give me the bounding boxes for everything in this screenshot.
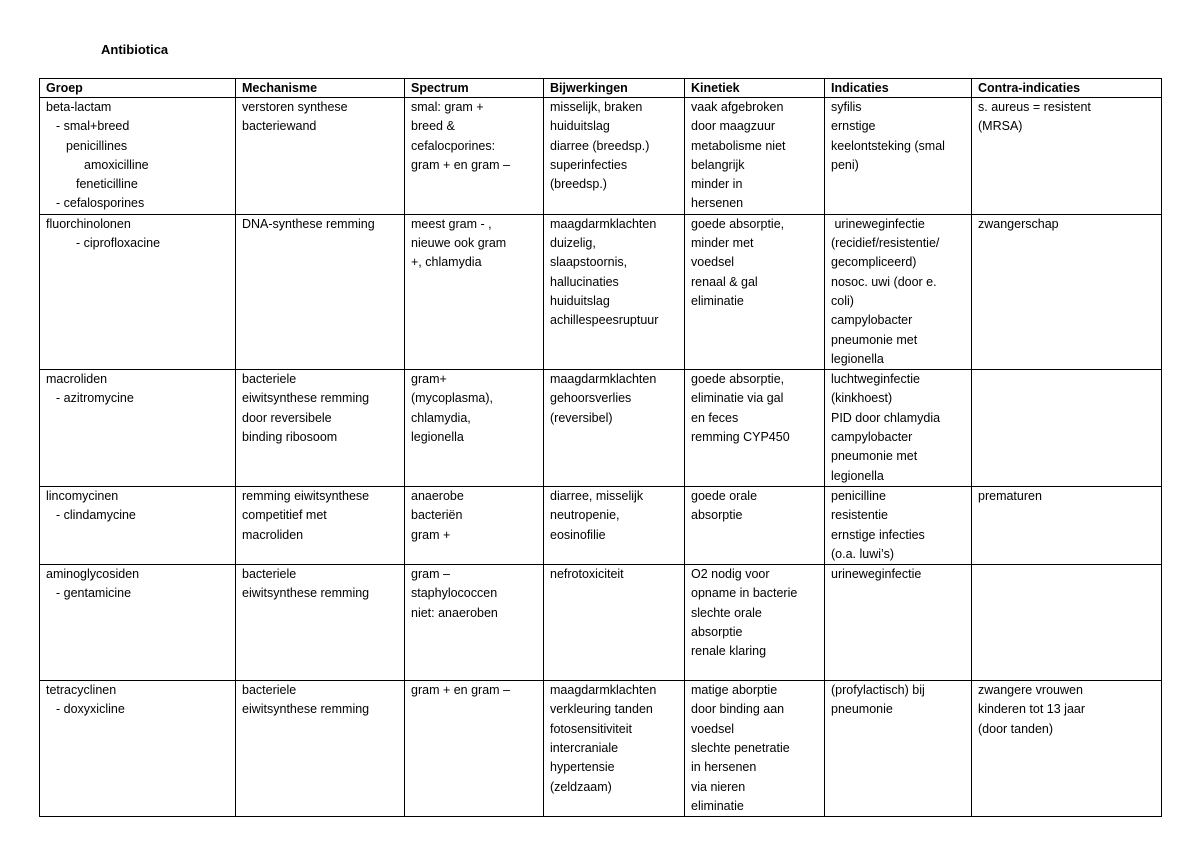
cell-line: door reversibele [242,410,332,425]
cell-bijwerkingen [544,681,685,817]
cell-line: tetracyclinen [46,683,117,698]
cell-line: (MRSA) [978,119,1023,134]
cell-line: door binding aan [691,702,785,717]
cell-line: (profylactisch) bij [831,683,925,698]
cell-contra-indicaties [972,214,1162,369]
cell-line: peni) [831,157,859,172]
cell-line: legionella [411,430,464,445]
page-title: Antibiotica [101,42,169,57]
cell-line: chlamydia, [411,410,471,425]
header-kinetiek: Kinetiek [685,79,825,98]
cell-mechanisme [236,98,405,215]
cell-line: pneumonie met [831,332,918,347]
cell-line: - doxyxicline [56,702,125,717]
cell-line: diarree, misselijk [550,488,644,503]
cell-line: gram + en gram – [411,683,511,698]
cell-line: penicilline [831,488,886,503]
cell-indicaties [825,214,972,369]
cell-line: renaal & gal [691,274,758,289]
cell-line: via nieren [691,779,746,794]
cell-line: belangrijk [691,157,745,172]
cell-line: gram+ [411,372,447,387]
cell-kinetiek [685,214,825,369]
cell-line: meest gram - , [411,216,492,231]
cell-line: intercraniale [550,741,619,756]
cell-line: eiwitsynthese remming [242,391,370,406]
cell-line: resistentie [831,508,888,523]
cell-line: s. aureus = resistent [978,100,1091,114]
cell-line: voedsel [691,721,735,736]
cell-line: feneticilline [76,177,138,192]
cell-line: eliminatie via gal [691,391,784,406]
cell-line: duizelig, [550,236,596,251]
cell-line: bacteriewand [242,119,317,134]
cell-indicaties [825,370,972,487]
cell-line: zwangerschap [978,216,1059,231]
cell-line: goede absorptie, [691,372,785,387]
cell-groep [40,98,236,215]
cell-line: neutropenie, [550,508,620,523]
cell-line: goede absorptie, [691,216,785,231]
cell-kinetiek [685,486,825,564]
cell-line: legionella [831,351,884,366]
cell-line: slechte penetratie [691,741,790,756]
cell-line: keelontsteking (smal [831,138,945,153]
cell-contra-indicaties [972,370,1162,487]
cell-line: hypertensie [550,760,615,775]
cell-kinetiek [685,98,825,215]
cell-bijwerkingen [544,214,685,369]
cell-line: pneumonie [831,702,893,717]
cell-line: kinderen tot 13 jaar [978,702,1086,717]
cell-line: voedsel [691,255,735,270]
cell-line: remming CYP450 [691,430,790,445]
cell-line: matige aborptie [691,683,778,698]
cell-line: pneumonie met [831,449,918,464]
cell-line: zwangere vrouwen [978,683,1083,698]
cell-line: ernstige [831,119,876,134]
antibiotics-table [39,78,1162,817]
cell-line: syfilis [831,100,862,114]
cell-line: amoxicilline [84,157,149,172]
cell-bijwerkingen [544,370,685,487]
cell-line: en feces [691,410,739,425]
cell-line: - clindamycine [56,508,136,523]
cell-kinetiek [685,370,825,487]
table-row [40,370,1162,487]
header-indicaties: Indicaties [825,79,972,98]
cell-indicaties [825,681,972,817]
cell-spectrum [405,486,544,564]
cell-line: - gentamicine [56,586,132,601]
cell-line: minder in [691,177,743,192]
cell-line: staphylococcen [411,586,498,601]
cell-line: in hersenen [691,760,757,775]
cell-contra-indicaties [972,681,1162,817]
cell-line: eliminatie [691,293,744,308]
cell-line: penicillines [66,138,128,153]
cell-bijwerkingen [544,486,685,564]
cell-contra-indicaties [972,565,1162,681]
table-row [40,681,1162,817]
cell-line: O2 nodig voor [691,567,770,582]
cell-line: legionella [831,468,884,483]
cell-line: misselijk, braken [550,100,643,114]
cell-line: verstoren synthese [242,100,348,114]
cell-line: luchtweginfectie [831,372,920,387]
cell-line: breed & [411,119,455,134]
cell-line: urineweginfectie [831,216,925,231]
cell-line: binding ribosoom [242,430,338,445]
cell-line: bacteriele [242,683,297,698]
cell-line: aminoglycosiden [46,567,140,582]
cell-line: - ciprofloxacine [76,236,161,251]
cell-line: eliminatie [691,798,744,813]
cell-kinetiek [685,681,825,817]
cell-line: eiwitsynthese remming [242,702,370,717]
cell-line: anaerobe [411,488,464,503]
cell-line: verkleuring tanden [550,702,653,717]
cell-line: niet: anaeroben [411,605,498,620]
cell-mechanisme [236,486,405,564]
header-mechanisme: Mechanisme [236,79,405,98]
cell-line: nefrotoxiciteit [550,567,624,582]
cell-line: vaak afgebroken [691,100,784,114]
cell-line: nosoc. uwi (door e. [831,274,937,289]
cell-bijwerkingen [544,565,685,681]
cell-line: macroliden [242,527,304,542]
cell-line: prematuren [978,488,1042,503]
cell-groep [40,565,236,681]
cell-line: ernstige infecties [831,527,925,542]
table-row [40,565,1162,681]
cell-line: fotosensitiviteit [550,721,632,736]
cell-line: opname in bacterie [691,586,798,601]
cell-line: goede orale [691,488,758,503]
cell-line: fluorchinolonen [46,216,131,231]
cell-line: (breedsp.) [550,177,607,192]
cell-line: +, chlamydia [411,255,482,270]
cell-line: maagdarmklachten [550,372,657,387]
cell-kinetiek [685,565,825,681]
cell-spectrum [405,370,544,487]
cell-line: bacteriele [242,567,297,582]
header-spectrum: Spectrum [405,79,544,98]
cell-line: hersenen [691,196,744,211]
cell-line: bacteriele [242,372,297,387]
cell-line: maagdarmklachten [550,683,657,698]
cell-line: smal: gram + [411,100,484,114]
cell-line: slaapstoornis, [550,255,628,270]
cell-line: urineweginfectie [831,567,922,582]
cell-line: slechte orale [691,605,762,620]
cell-spectrum [405,98,544,215]
header-row [40,79,1162,98]
cell-line: (reversibel) [550,410,613,425]
cell-mechanisme [236,565,405,681]
cell-line: eosinofilie [550,527,606,542]
cell-line: remming eiwitsynthese [242,488,370,503]
cell-line: (door tanden) [978,721,1054,736]
cell-bijwerkingen [544,98,685,215]
cell-groep [40,681,236,817]
cell-line: competitief met [242,508,327,523]
cell-line: bacteriën [411,508,463,523]
cell-line: PID door chlamydia [831,410,941,425]
cell-line: macroliden [46,372,108,387]
cell-line: huiduitslag [550,293,610,308]
cell-line: (kinkhoest) [831,391,893,406]
cell-line: (o.a. luwi’s) [831,546,894,561]
cell-line: (recidief/resistentie/ [831,236,940,251]
cell-line: diarree (breedsp.) [550,138,650,153]
cell-line: hallucinaties [550,274,619,289]
cell-line: beta-lactam [46,100,112,114]
cell-spectrum [405,565,544,681]
header-groep: Groep [40,79,236,98]
cell-indicaties [825,98,972,215]
cell-line: renale klaring [691,644,767,659]
cell-mechanisme [236,681,405,817]
cell-line: - azitromycine [56,391,134,406]
cell-line: eiwitsynthese remming [242,586,370,601]
table-row [40,98,1162,215]
cell-mechanisme [236,214,405,369]
cell-line: campylobacter [831,313,913,328]
cell-line: (mycoplasma), [411,391,493,406]
cell-line: lincomycinen [46,488,119,503]
cell-indicaties [825,565,972,681]
cell-spectrum [405,681,544,817]
cell-line: gram – [411,567,450,582]
cell-line: gram + en gram – [411,157,511,172]
cell-line: superinfecties [550,157,628,172]
cell-line: absorptie [691,625,743,640]
cell-line: metabolisme niet [691,138,786,153]
cell-line: gehoorsverlies [550,391,632,406]
cell-line: campylobacter [831,430,913,445]
cell-line: maagdarmklachten [550,216,657,231]
cell-line: minder met [691,236,754,251]
cell-line: (zeldzaam) [550,779,612,794]
cell-spectrum [405,214,544,369]
cell-mechanisme [236,370,405,487]
cell-line: gecompliceerd) [831,255,917,270]
cell-line: - cefalosporines [56,196,145,211]
cell-contra-indicaties [972,98,1162,215]
cell-line: door maagzuur [691,119,776,134]
cell-groep [40,370,236,487]
cell-line: achillespeesruptuur [550,313,659,328]
cell-line: gram + [411,527,451,542]
cell-line: cefalocporines: [411,138,496,153]
cell-groep [40,214,236,369]
cell-line: absorptie [691,508,743,523]
cell-line: huiduitslag [550,119,610,134]
cell-indicaties [825,486,972,564]
cell-contra-indicaties [972,486,1162,564]
header-bijwerkingen: Bijwerkingen [544,79,685,98]
table-row [40,486,1162,564]
cell-line: DNA-synthese remming [242,216,375,231]
cell-groep [40,486,236,564]
cell-line: nieuwe ook gram [411,236,507,251]
cell-line: coli) [831,293,854,308]
cell-line: - smal+breed [56,119,130,134]
header-contra-indicaties: Contra-indicaties [972,79,1162,98]
table-row [40,214,1162,369]
